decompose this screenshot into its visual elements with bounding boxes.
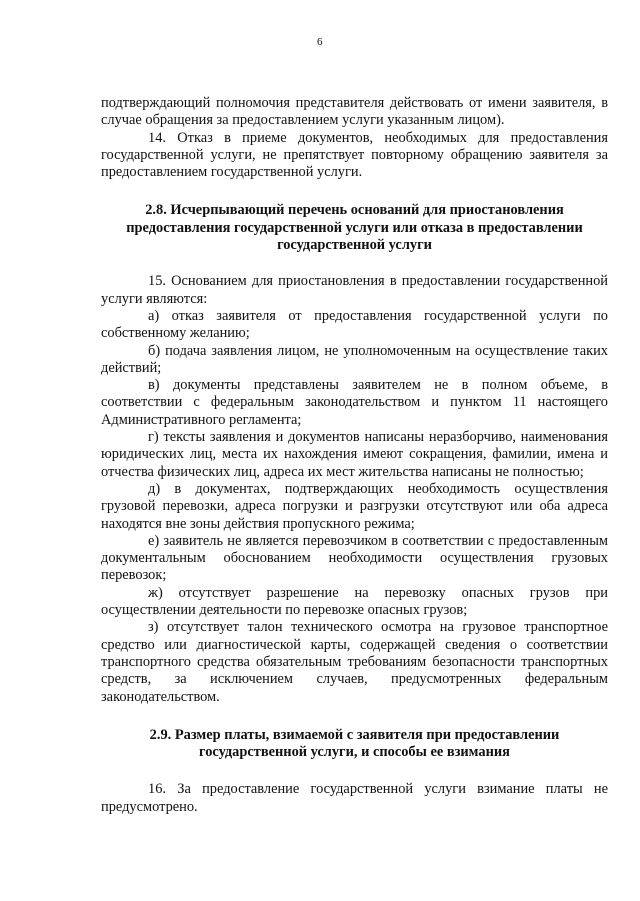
list-item-e: е) заявитель не является перевозчиком в соответствии с предоставленным документальным обоснованием необходимости осуществления грузовых перевозок; [101,532,608,584]
list-item-v: в) документы представлены заявителем не в полном объеме, в соответствии с федеральным законодательством и пунктом 11 настоящего Административного регламента; [101,377,608,428]
heading-line: 2.9. Размер платы, взимаемой с заявителя при предоставлении [149,726,560,743]
document-body [101,95,608,816]
paragraph-14: 14. Отказ в приеме документов, необходимых для предоставления государственной услуги, не препятствует повторному обращению заявителя за предоставлением государственной услуги. [101,129,608,181]
paragraph-16: 16. За предоставление государственной услуги взимание платы не предусмотрено. [101,781,608,815]
section-2-9-heading [101,727,608,762]
list-item-zh: ж) отсутствует разрешение на перевозку опасных грузов при осуществлении деятельности по перевозке опасных грузов; [101,584,608,619]
heading-line: 2.8. Исчерпывающий перечень оснований для приостановления [145,202,564,219]
page-number: 6 [317,36,323,48]
list-item-g: г) тексты заявления и документов написаны неразборчиво, наименования юридических лиц, места их нахождения имеют сокращения, фамилии, имена и отчества физических лиц, адреса их мест жительства написаны не полностью; [101,429,608,480]
heading-line: государственной услуги, и способы ее взимания [199,744,510,761]
list-item-d: д) в документах, подтверждающих необходимость осуществления грузовой перевозки, адреса погрузки и разгрузки отсутствуют или оба адреса находятся вне зоны действия пропускного режима; [101,480,608,532]
continuation-paragraph: подтверждающий полномочия представителя действовать от имени заявителя, в случае обращения за предоставлением услуги указанным лицом). [101,95,608,129]
heading-line: государственной услуги [277,237,432,254]
section-2-8-heading [101,202,608,254]
list-item-b: б) подача заявления лицом, не уполномоченным на осуществление таких действий; [101,342,608,376]
list-item-a: а) отказ заявителя от предоставления государственной услуги по собственному желанию; [101,307,608,342]
list-item-z: з) отсутствует талон технического осмотра на грузовое транспортное средство или диагностической карты, содержащей сведения о соответствии транспортного средства обязательным требованиям безопасности транспортных средств, за исключением случаев, предусмотренных федеральным законодательством. [101,619,608,705]
heading-line: предоставления государственной услуги или отказа в предоставлении [126,219,583,236]
paragraph-15-intro: 15. Основанием для приостановления в предоставлении государственной услуги являются: [101,273,608,307]
